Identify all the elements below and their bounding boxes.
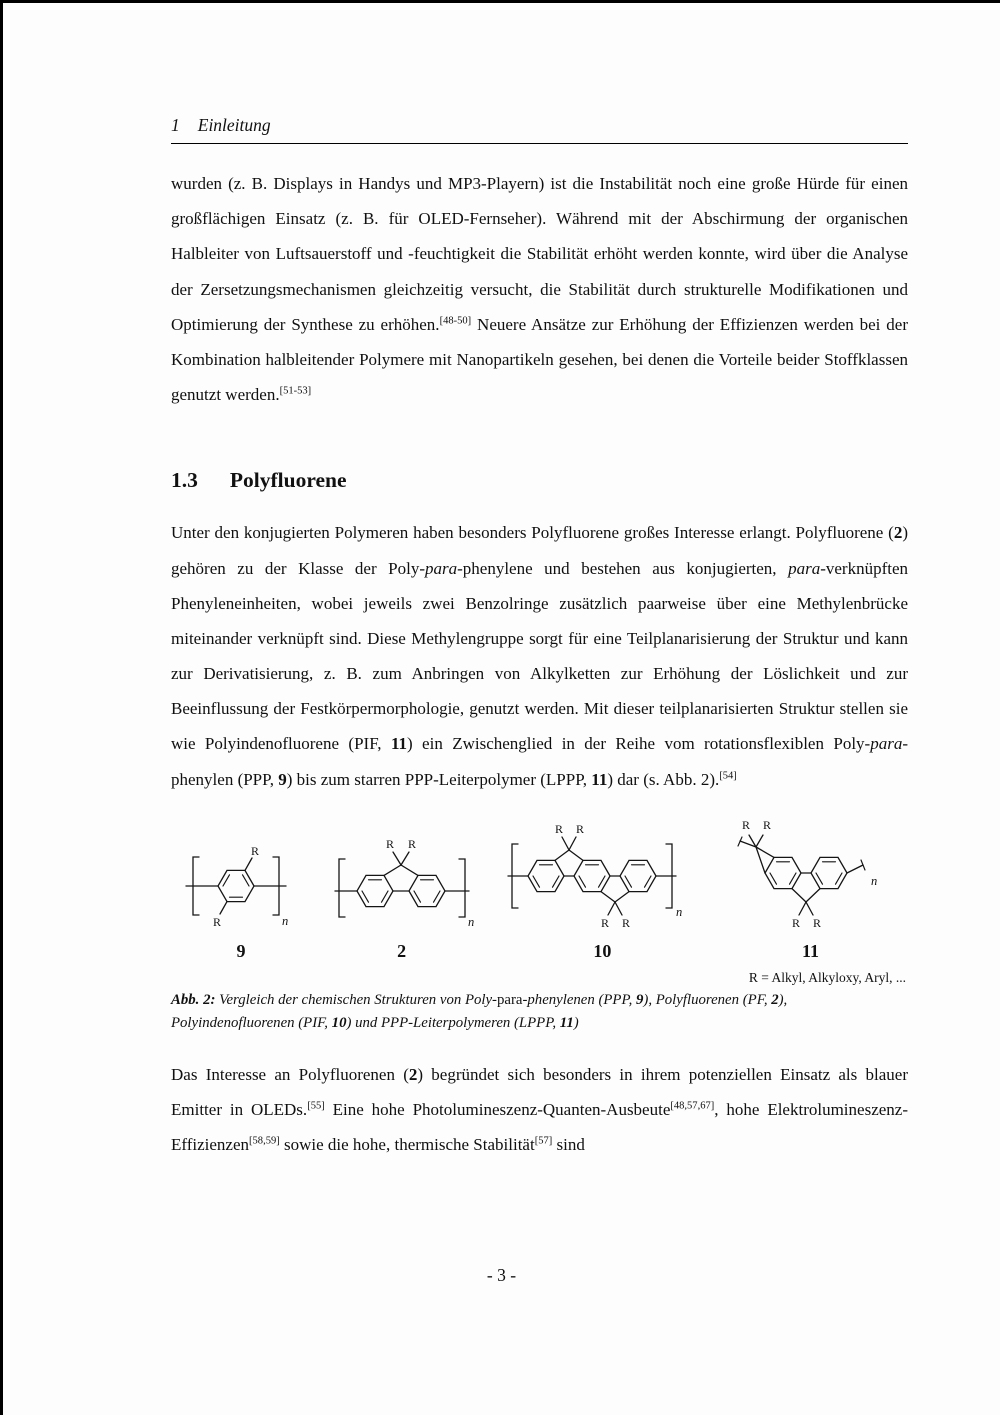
- r-substituent-label: R: [601, 915, 610, 930]
- r-substituent-label: R: [212, 914, 222, 929]
- chemical-structures-row: [171, 811, 908, 962]
- section-heading: [171, 468, 908, 493]
- r-substituent-label: R: [741, 817, 750, 832]
- structure-pif: [502, 811, 702, 962]
- structure-lppp: [723, 811, 898, 962]
- page-content: [171, 115, 908, 1162]
- r-substituent-label: R: [762, 817, 771, 832]
- r-substituent-label: R: [576, 821, 585, 836]
- running-header: [171, 115, 908, 136]
- structure-label-2: 2: [397, 940, 407, 961]
- structure-label-9: 9: [236, 940, 246, 961]
- chapter-number: 1: [171, 115, 180, 135]
- paragraph-1: wurden (z. B. Displays in Handys und MP3-Playern) ist die Instabilität noch eine große Hürde für einen großflächigen Einsatz (z. B. für OLED-Fernseher). Während mit der Abschirmung der organischen Halbleiter von Luftsauerstoff und -feuchtigkeit die Stabilität erhöht werden konnte, wird über die Analyse der Zersetzungsmechanismen gleichzeitig versucht, die Stabilität durch strukturelle Modifikationen und Optimierung der Synthese zu erhöhen.[48-50] Neuere Ansätze zur Erhöhung der Effizienzen werden bei der Kombination halbleitender Polymere mit Nanopartikeln gesehen, bei denen die Vorteile beider Stoffklassen genutzt werden.[51-53]: [171, 174, 908, 405]
- structure-pf: [322, 825, 482, 962]
- paragraph-2: Unter den konjugierten Polymeren haben besonders Polyfluorene großes Interesse erlangt. Polyfluorene (2) gehören zu der Klasse der Poly-para-phenylene und bestehen aus konjugierten, para-verknüpften Phenyleneinheiten, wobei jeweils zwei Benzolringe zusätzlich paarweise über eine Methylenbrücke miteinander verknüpft sind. Diese Methylengruppe sorgt für eine Teilplanarisierung der Struktur und kann zur Derivatisierung, z. B. zum Anbringen von Alkylketten zur Erhöhung der Löslichkeit und zur Beeinflussung der Festkörpermorphologie, genutzt werden. Mit dieser teilplanarisierten Struktur stellen sie wie Polyindenofluorene (PIF, 11) ein Zwischenglied in der Reihe vom rotationsflexiblen Poly-para-phenylen (PPP, 9) bis zum starren PPP-Leiterpolymer (LPPP, 11) dar (s. Abb. 2).[54]: [171, 523, 909, 789]
- r-substituent-note: R = Alkyl, Alkyloxy, Aryl, ...: [748, 969, 906, 985]
- r-substituent-label: R: [250, 843, 260, 858]
- r-substituent-label: R: [555, 821, 564, 836]
- repeat-unit-label: n: [282, 913, 289, 928]
- paragraph-3: Das Interesse an Polyfluorenen (2) begründet sich besonders in ihrem potenziellen Einsatz als blauer Emitter in OLEDs.[55] Eine hohe Photolumineszenz-Quanten-Ausbeute[48,57,67], hohe Elektrolumineszenz-Effizienzen[58,59] sowie die hohe, thermische Stabilität[57] sind: [171, 1064, 909, 1155]
- chapter-title: Einleitung: [197, 115, 271, 135]
- figure-caption: Abb. 2: Vergleich der chemischen Strukturen von Poly-para-phenylenen (PPP, 9), Polyfluorenen (PF, 2), Polyindenofluorenen (PIF, 10) und PPP-Leiterpolymeren (LPPP, 11): [171, 991, 788, 1031]
- header-rule: [171, 143, 908, 144]
- repeat-unit-label: n: [676, 904, 683, 919]
- structure-label-11: 11: [801, 940, 819, 961]
- structure-label-10: 10: [593, 940, 612, 961]
- polyindenofluorene-structure-drawing: [502, 811, 702, 937]
- section-number: 1.3: [171, 468, 198, 493]
- repeat-unit-label: n: [870, 873, 878, 888]
- r-substituent-label: R: [812, 915, 821, 930]
- r-substituent-label: R: [385, 836, 394, 851]
- page-number: - 3 -: [486, 1265, 517, 1285]
- lppp-structure-drawing: [723, 811, 898, 937]
- ppp-structure-drawing: [181, 829, 301, 937]
- r-substituent-label: R: [622, 915, 631, 930]
- polyfluorene-structure-drawing: [322, 825, 482, 937]
- r-substituent-label: R: [791, 915, 800, 930]
- figure-abb-2: [171, 811, 908, 1035]
- section-title: Polyfluorene: [229, 468, 347, 493]
- r-substituent-label: R: [407, 836, 416, 851]
- structure-ppp: [181, 829, 301, 962]
- repeat-unit-label: n: [467, 914, 474, 929]
